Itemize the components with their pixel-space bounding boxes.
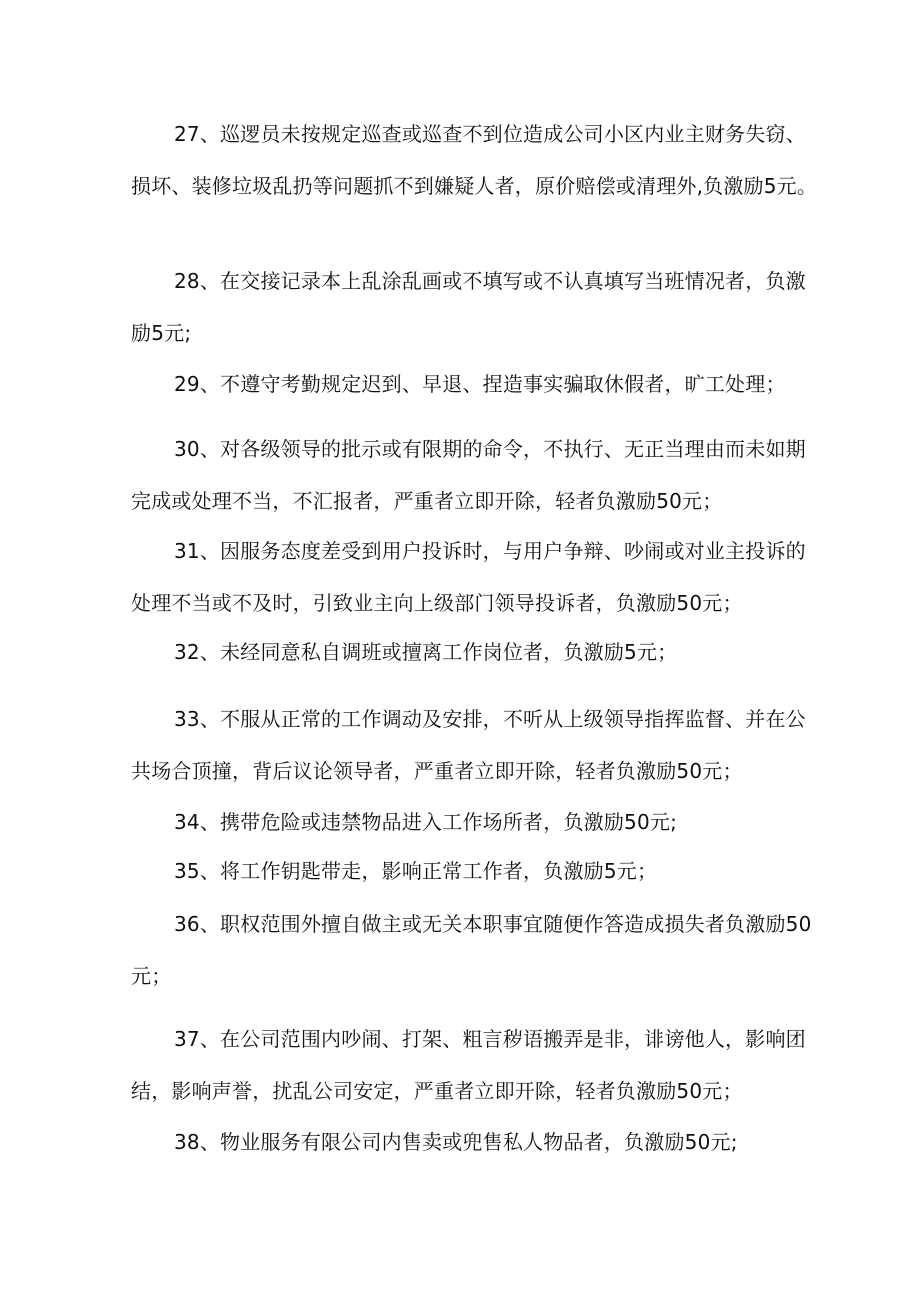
- clause-34: 34、携带危险或违禁物品进入工作场所者，负激励50元;: [174, 810, 678, 834]
- clause-31: 31、因服务态度差受到用户投诉时，与用户争辩、吵闹或对业主投诉的处理不当或不及时，引致业主向上级部门领导投诉者，负激励50元；: [131, 539, 806, 615]
- clause-33: 33、不服从正常的工作调动及安排，不听从上级领导指挥监督、并在公共场合顶撞，背后议论领导者，严重者立即开除，轻者负激励50元；: [131, 707, 806, 783]
- clause-37: 37、在公司范围内吵闹、打架、粗言秽语搬弄是非，诽谤他人，影响团结，影响声誉，扰乱公司安定，严重者立即开除，轻者负激励50元；: [131, 1027, 806, 1103]
- clause-29: 29、不遵守考勤规定迟到、早退、捏造事实骗取休假者，旷工处理；: [174, 372, 786, 396]
- clause-27: 27、巡逻员未按规定巡查或巡查不到位造成公司小区内业主财务失窃、损坏、装修垃圾乱扔等问题抓不到嫌疑人者，原价赔偿或清理外,负激励5元。: [131, 122, 818, 198]
- clause-36: 36、职权范围外擅自做主或无关本职事宜随便作答造成损失者负激励50元；: [131, 912, 812, 988]
- clause-28: 28、在交接记录本上乱涂乱画或不填写或不认真填写当班情况者，负激励5元;: [131, 269, 806, 345]
- clause-35: 35、将工作钥匙带走，影响正常工作者，负激励5元；: [174, 859, 658, 883]
- clause-30: 30、对各级领导的批示或有限期的命令，不执行、无正当理由而未如期完成或处理不当，不汇报者，严重者立即开除，轻者负激励50元；: [131, 437, 806, 513]
- clause-32: 32、未经同意私自调班或擅离工作岗位者，负激励5元；: [174, 640, 678, 664]
- clause-38: 38、物业服务有限公司内售卖或兜售私人物品者，负激励50元;: [174, 1130, 738, 1154]
